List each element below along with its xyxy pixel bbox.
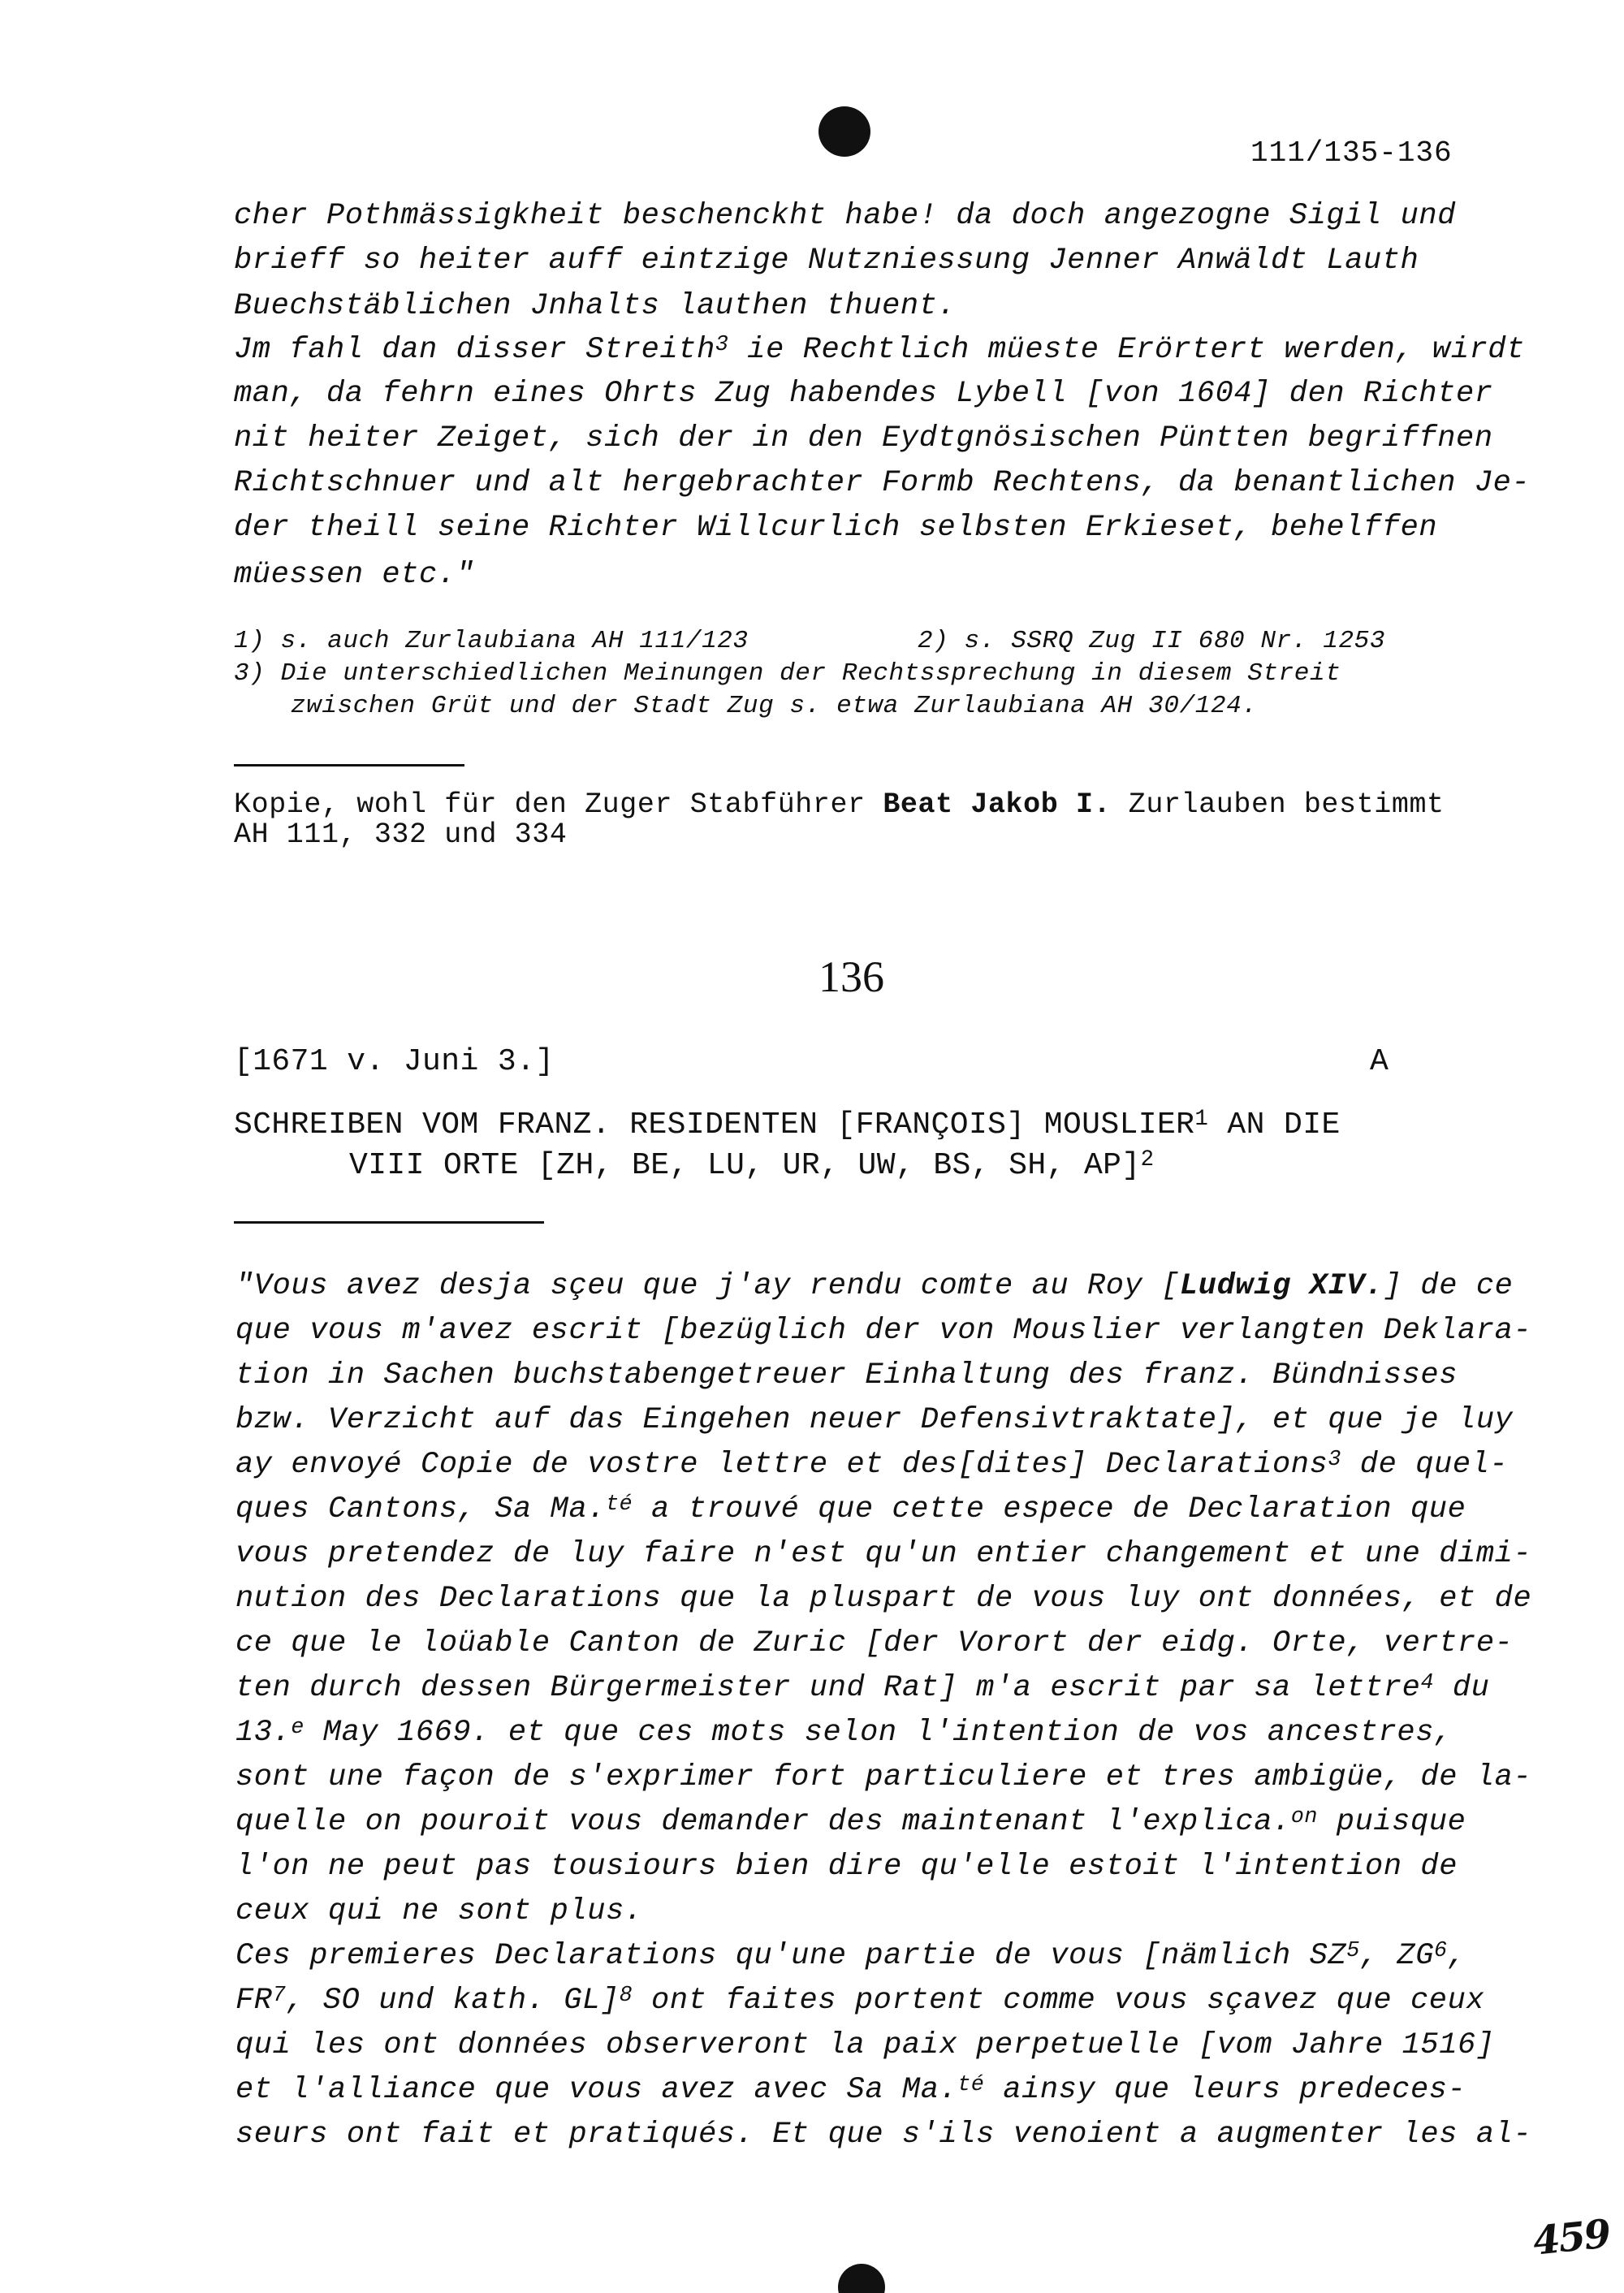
text-line: der theill seine Richter Willcurlich selbsten Erkieset, behelffen	[234, 511, 1438, 545]
text-segment: , SO und kath. GL]	[286, 1984, 620, 2018]
text-line: nit heiter Zeiget, sich der in den Eydtgnösischen Püntten begriffnen	[234, 421, 1493, 456]
footnote-ref: 3	[715, 331, 729, 356]
handwritten-page-number: 459	[1531, 2211, 1612, 2265]
text-line: ce que le loüable Canton de Zuric [der Vorort der eidg. Orte, vertre-	[235, 1626, 1514, 1660]
text-segment: 13.	[235, 1716, 292, 1750]
heading-text: VIII ORTE [ZH, BE, LU, UR, UW, BS, SH, AP]	[349, 1148, 1141, 1183]
editorial-note-line2: AH 111, 332 und 334	[234, 818, 568, 851]
text-segment: quelle on pouroit vous demander des maintenant l'explica.	[235, 1805, 1291, 1839]
heading-text: SCHREIBEN VOM FRANZ. RESIDENTEN [FRANÇOIS] MOUSLIER	[234, 1108, 1195, 1142]
footnote-ref: 5	[1346, 1937, 1360, 1963]
text-segment: , ZG	[1359, 1939, 1435, 1973]
editorial-note	[234, 788, 1445, 821]
separator-rule	[234, 1221, 544, 1224]
text-line: ceux qui ne sont plus.	[235, 1894, 643, 1928]
text-line: Richtschnuer und alt hergebrachter Formb Rechtens, da benantlichen Je-	[234, 466, 1531, 500]
text-line: Buechstäblichen Jnhalts lauthen thuent.	[234, 289, 957, 323]
text-segment: de quel-	[1341, 1448, 1509, 1482]
text-line: vous pretendez de luy faire n'est qu'un entier changement et une dimi-	[235, 1537, 1532, 1571]
text-segment: ie Rechtlich müeste Erörtert werden, wirdt	[728, 333, 1526, 367]
text-segment: ,	[1447, 1939, 1466, 1973]
note-name: Beat Jakob I.	[883, 788, 1112, 821]
document-date: [1671 v. Juni 3.]	[234, 1044, 555, 1079]
text-line: l'on ne peut pas tousiours bien dire qu'elle estoit l'intention de	[235, 1850, 1458, 1884]
footnote-3: 3) Die unterschiedlichen Meinungen der Rechtssprechung in diesem Streit	[234, 659, 1341, 688]
text-line: seurs ont fait et pratiqués. Et que s'ils venoient a augmenter les al-	[235, 2118, 1532, 2152]
text-line	[235, 1937, 1466, 1973]
text-line: man, da fehrn eines Ohrts Zug habendes Lybell [von 1604] den Richter	[234, 377, 1493, 411]
text-line: sont une façon de s'exprimer fort particuliere et tres ambigüe, de la-	[235, 1760, 1532, 1794]
text-segment: "Vous avez desja sçeu que j'ay rendu comte au Roy [	[235, 1269, 1180, 1303]
text-line	[235, 1714, 1453, 1750]
note-text: Zurlauben bestimmt	[1111, 788, 1445, 821]
text-line: cher Pothmässigkheit beschenckht habe! da doch angezogne Sigil und	[234, 199, 1457, 233]
text-segment: du	[1434, 1671, 1490, 1705]
text-line	[235, 1491, 1466, 1527]
footnote-ref: 2	[1140, 1147, 1155, 1173]
text-line	[235, 2071, 1466, 2107]
text-line	[234, 331, 1526, 367]
page-reference: 111/135-136	[1250, 136, 1453, 170]
text-line: tion in Sachen buchstabengetreuer Einhaltung des franz. Bündnisses	[235, 1358, 1458, 1393]
heading-text: AN DIE	[1208, 1108, 1341, 1142]
footnote-1: 1) s. auch Zurlaubiana AH 111/123	[234, 627, 749, 655]
text-segment: a trouvé que cette espece de Declaration que	[633, 1492, 1466, 1527]
text-segment: ont faites portent comme vous sçavez que ceux	[633, 1984, 1485, 2018]
superscript: té	[957, 2071, 985, 2097]
text-segment: ] de ce	[1383, 1269, 1514, 1303]
footnote-ref: 1	[1194, 1107, 1209, 1133]
document-heading	[234, 1108, 1341, 1142]
text-segment: Jm fahl dan disser Streith	[234, 333, 715, 367]
text-segment: ay envoyé Copie de vostre lettre et des[dites] Declarations	[235, 1448, 1328, 1482]
text-line	[235, 1269, 1514, 1303]
punch-hole-bottom	[838, 2264, 885, 2293]
text-line	[235, 1982, 1485, 2018]
separator-rule	[234, 764, 464, 766]
text-line	[235, 1669, 1490, 1705]
superscript: té	[606, 1491, 633, 1516]
footnote-ref: 3	[1328, 1446, 1341, 1471]
note-text: Kopie, wohl für den Zuger Stabführer	[234, 788, 883, 821]
footnote-ref: 6	[1434, 1937, 1448, 1963]
superscript: on	[1290, 1803, 1318, 1829]
text-bold: Ludwig XIV.	[1179, 1269, 1384, 1303]
text-line: müessen etc."	[234, 558, 475, 592]
text-segment: ten durch dessen Bürgermeister und Rat] m'a escrit par sa lettre	[235, 1671, 1421, 1705]
footnote-2: 2) s. SSRQ Zug II 680 Nr. 1253	[918, 627, 1386, 655]
footnote-ref: 4	[1420, 1669, 1435, 1695]
text-line: qui les ont données observeront la paix perpetuelle [vom Jahre 1516]	[235, 2028, 1495, 2062]
document-number: 136	[818, 952, 884, 1001]
superscript: e	[291, 1714, 304, 1739]
footnote-3-cont: zwischen Grüt und der Stadt Zug s. etwa Zurlaubiana AH 30/124.	[291, 692, 1258, 720]
text-segment: FR	[235, 1984, 273, 2018]
punch-hole-top	[818, 106, 870, 157]
text-line	[235, 1803, 1466, 1839]
document-heading-line2	[349, 1148, 1154, 1183]
text-segment: puisque	[1317, 1805, 1466, 1839]
text-line: nution des Declarations que la pluspart de vous luy ont données, et de	[235, 1582, 1532, 1616]
document-type: A	[1370, 1044, 1389, 1079]
footnote-ref: 7	[272, 1982, 287, 2007]
text-segment: et l'alliance que vous avez avec Sa Ma.	[235, 2073, 958, 2107]
footnote-ref: 8	[619, 1982, 633, 2007]
text-line: bzw. Verzicht auf das Eingehen neuer Defensivtraktate], et que je luy	[235, 1403, 1514, 1437]
text-line	[235, 1446, 1509, 1482]
text-line: que vous m'avez escrit [bezüglich der von Mouslier verlangten Deklara-	[235, 1314, 1532, 1348]
text-segment: May 1669. et que ces mots selon l'intention de vos ancestres,	[304, 1716, 1453, 1750]
text-line: brieff so heiter auff eintzige Nutzniessung Jenner Anwäldt Lauth	[234, 244, 1419, 278]
text-segment: ainsy que leurs predeces-	[984, 2073, 1466, 2107]
text-segment: ques Cantons, Sa Ma.	[235, 1492, 607, 1527]
text-segment: Ces premieres Declarations qu'une partie de vous [nämlich SZ	[235, 1939, 1347, 1973]
